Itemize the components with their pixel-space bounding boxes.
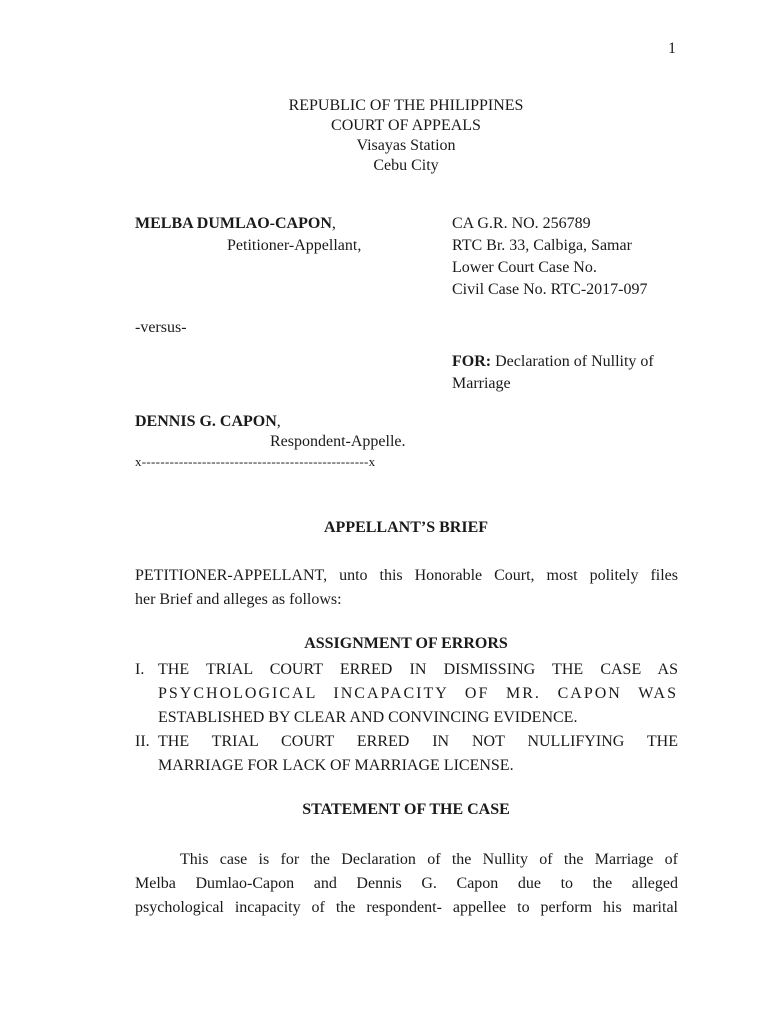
error-1-line-3: ESTABLISHED BY CLEAR AND CONVINCING EVIDENCE. [158,709,578,726]
error-2-line-2: MARRIAGE FOR LACK OF MARRIAGE LICENSE. [158,757,514,774]
petitioner-comma: , [331,215,336,232]
civil-case-number: Civil Case No. RTC-2017-097 [452,281,648,298]
petitioner-role: Petitioner-Appellant, [227,237,362,254]
statement-heading: STATEMENT OF THE CASE [302,801,510,818]
error-2-line-1: THE TRIAL COURT ERRED IN NOT NULLIFYING THE [158,733,678,750]
respondent-name: DENNIS G. CAPON [135,413,277,430]
rtc-branch: RTC Br. 33, Calbiga, Samar [452,237,632,254]
error-1-number: I. [135,661,145,678]
intro-line-1: PETITIONER-APPELLANT, unto this Honorable Court, most politely files [135,567,678,584]
case-number: CA G.R. NO. 256789 [452,215,591,232]
error-1-line-1: THE TRIAL COURT ERRED IN DISMISSING THE CASE AS [158,661,678,678]
respondent-line [135,412,281,432]
petitioner-line [135,214,336,234]
brief-title: APPELLANT’S BRIEF [323,519,489,536]
respondent-comma: , [276,413,281,430]
for-text-continued: Marriage [452,375,511,392]
for-label: FOR: [452,353,492,370]
versus-text: -versus- [135,319,187,336]
header-republic: REPUBLIC OF THE PHILIPPINES [288,97,524,114]
intro-line-2: her Brief and alleges as follows: [135,591,342,608]
for-line [452,352,654,372]
lower-court-case: Lower Court Case No. [452,259,597,276]
caption-separator: x-------------------------------------------------x [135,454,376,469]
statement-line-3: psychological incapacity of the respondent- appellee to perform his marital [135,899,678,916]
page-number: 1 [668,40,676,57]
statement-line-2: Melba Dumlao-Capon and Dennis G. Capon due to the alleged [135,875,678,892]
header-court: COURT OF APPEALS [331,117,481,134]
petitioner-name: MELBA DUMLAO-CAPON [135,215,332,232]
error-2-number: II. [135,733,150,750]
for-text: Declaration of Nullity of [491,353,654,370]
error-1-line-2: PSYCHOLOGICAL INCAPACITY OF MR. CAPON WAS [158,685,678,702]
statement-line-1: This case is for the Declaration of the Nullity of the Marriage of [180,851,678,868]
respondent-role: Respondent-Appelle. [270,433,406,450]
assignment-heading: ASSIGNMENT OF ERRORS [304,635,508,652]
header-station: Visayas Station [356,137,456,154]
header-city: Cebu City [373,157,439,174]
